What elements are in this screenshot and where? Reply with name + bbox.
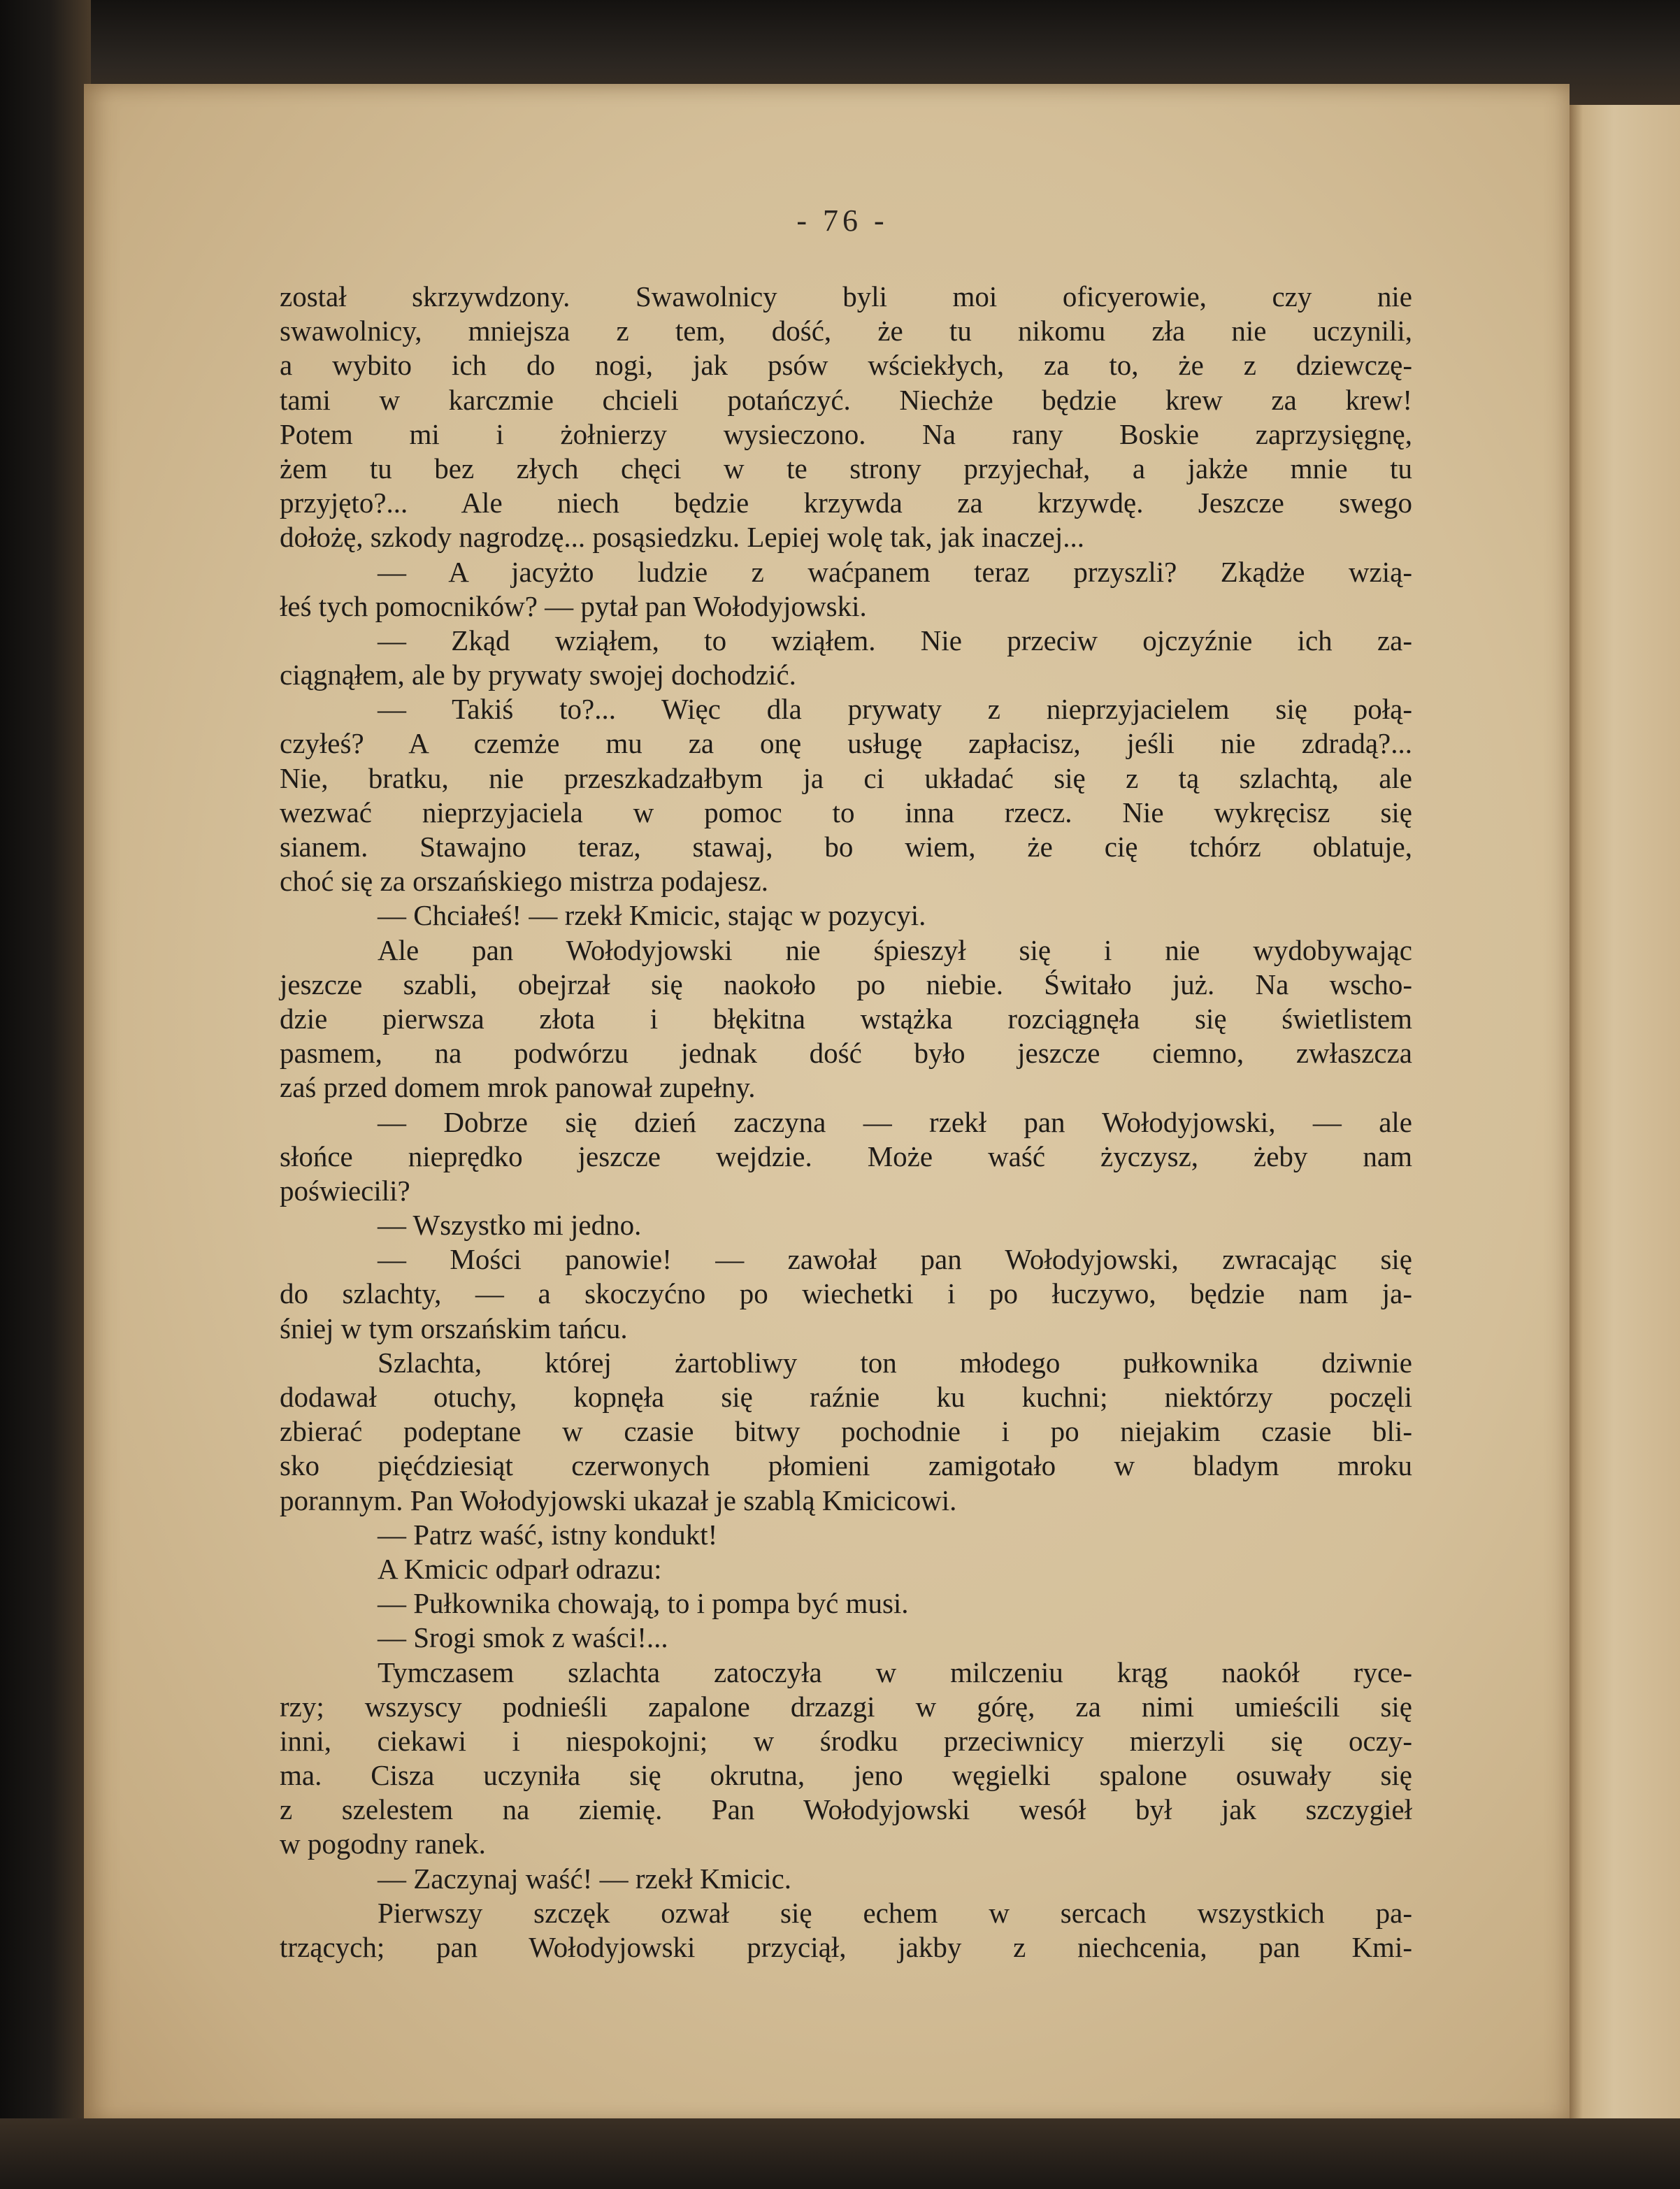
text-line: a wybito ich do nogi, jak psów wściekłych, za to, że z dziewczę- [280,349,1412,382]
text-line: — Srogi smok z waści!... [378,1621,668,1654]
text-line: sianem. Stawajno teraz, stawaj, bo wiem, że cię tchórz oblatuje, [280,831,1412,863]
text-line: został skrzywdzony. Swawolnicy byli moi oficyerowie, czy nie [280,280,1412,313]
book-bottom-shadow [0,2118,1680,2189]
text-line: dołożę, szkody nagrodzę... posąsiedzku. Lepiej wolę tak, jak inaczej... [280,521,1085,554]
text-line: — Pułkownika chowają, to i pompa być musi. [378,1587,909,1620]
text-line: trzących; pan Wołodyjowski przyciął, jakby z niechcenia, pan Kmi- [280,1931,1412,1963]
text-line: Ale pan Wołodyjowski nie śpieszył się i nie wydobywając [378,933,1412,966]
text-line: rzy; wszyscy podnieśli zapalone drzazgi w górę, za nimi umieścili się [280,1690,1412,1723]
text-line: Nie, bratku, nie przeszkadzałbym ja ci układać się z tą szlachtą, ale [280,761,1412,794]
text-line: A Kmicic odparł odrazu: [378,1552,662,1585]
text-line: — Wszystko mi jedno. [378,1209,642,1242]
page-text-body [280,280,1412,1965]
text-line: choć się za orszańskiego mistrza podajesz. [280,865,769,898]
text-line: ma. Cisza uczyniła się okrutna, jeno węgielki spalone osuwały się [280,1759,1412,1792]
text-line: żem tu bez złych chęci w te strony przyjechał, a jakże mnie tu [280,452,1412,485]
text-line: zaś przed domem mrok panował zupełny. [280,1071,756,1104]
text-line: wezwać nieprzyjaciela w pomoc to inna rzecz. Nie wykręcisz się [280,796,1412,828]
text-line: inni, ciekawi i niespokojni; w środku przeciwnicy mierzyli się oczy- [280,1724,1412,1757]
text-line: — Takiś to?... Więc dla prywaty z nieprzyjacielem się połą- [378,693,1412,726]
text-line: czyłeś? A czemże mu za onę usługę zapłacisz, jeśli nie zdradą?... [280,727,1412,760]
text-line: Szlachta, której żartobliwy ton młodego pułkownika dziwnie [378,1346,1412,1379]
text-line: — Chciałeś! — rzekł Kmicic, stając w pozycyi. [378,899,926,932]
text-line: poświecili? [280,1174,410,1207]
text-line: Pierwszy szczęk ozwał się echem w sercach wszystkich pa- [378,1896,1412,1929]
text-line: sko pięćdziesiąt czerwonych płomieni zamigotało w bladym mroku [280,1449,1412,1482]
text-line: dodawał otuchy, kopnęła się raźnie ku kuchni; niektórzy poczęli [280,1381,1412,1413]
text-line: w pogodny ranek. [280,1828,486,1860]
text-line: — Mości panowie! — zawołał pan Wołodyjowski, zwracając się [378,1243,1412,1276]
text-line: śniej w tym orszańskim tańcu. [280,1312,628,1344]
text-line: porannym. Pan Wołodyjowski ukazał je szablą Kmicicowi. [280,1484,957,1516]
text-line: słońce nieprędko jeszcze wejdzie. Może waść życzysz, żeby nam [280,1140,1412,1172]
text-line: ciągnąłem, ale by prywaty swojej dochodzić. [280,659,796,691]
text-line: do szlachty, — a skoczyćno po wiechetki i po łuczywo, będzie nam ja- [280,1277,1412,1310]
text-line: swawolnicy, mniejsza z tem, dość, że tu nikomu zła nie uczynili, [280,315,1412,347]
text-line: pasmem, na podwórzu jednak dość było jeszcze ciemno, zwłaszcza [280,1037,1412,1070]
text-line: Tymczasem szlachta zatoczyła w milczeniu krąg naokół ryce- [378,1656,1412,1688]
text-line: — Zaczynaj waść! — rzekł Kmicic. [378,1862,791,1895]
text-line: jeszcze szabli, obejrzał się naokoło po niebie. Świtało już. Na wscho- [280,968,1412,1000]
text-line: Potem mi i żołnierzy wysieczono. Na rany Boskie zaprzysięgnę, [280,417,1412,450]
text-line: tami w karczmie chcieli potańczyć. Niechże będzie krew za krew! [280,383,1412,416]
text-line: — A jacyżto ludzie z waćpanem teraz przyszli? Zkądże wzią- [378,555,1412,588]
text-line: łeś tych pomocników? — pytał pan Wołodyjowski. [280,589,867,622]
book-spine-edge [0,0,91,2189]
facing-page-edge [1570,105,1680,2118]
text-line: — Dobrze się dzień zaczyna — rzekł pan Wołodyjowski, — ale [378,1105,1412,1138]
text-line: z szelestem na ziemię. Pan Wołodyjowski wesół był jak szczygieł [280,1793,1412,1826]
text-line: przyjęto?... Ale niech będzie krzywda za krzywdę. Jeszcze swego [280,487,1412,519]
text-line: zbierać podeptane w czasie bitwy pochodnie i po niejakim czasie bli- [280,1415,1412,1448]
text-line: — Patrz waść, istny kondukt! [378,1518,718,1551]
page-number: - 76 - [796,203,889,238]
text-line: — Zkąd wziąłem, to wziąłem. Nie przeciw ojczyźnie ich za- [378,624,1412,656]
text-line: dzie pierwsza złota i błękitna wstążka rozciągnęła się świetlistem [280,1002,1412,1035]
